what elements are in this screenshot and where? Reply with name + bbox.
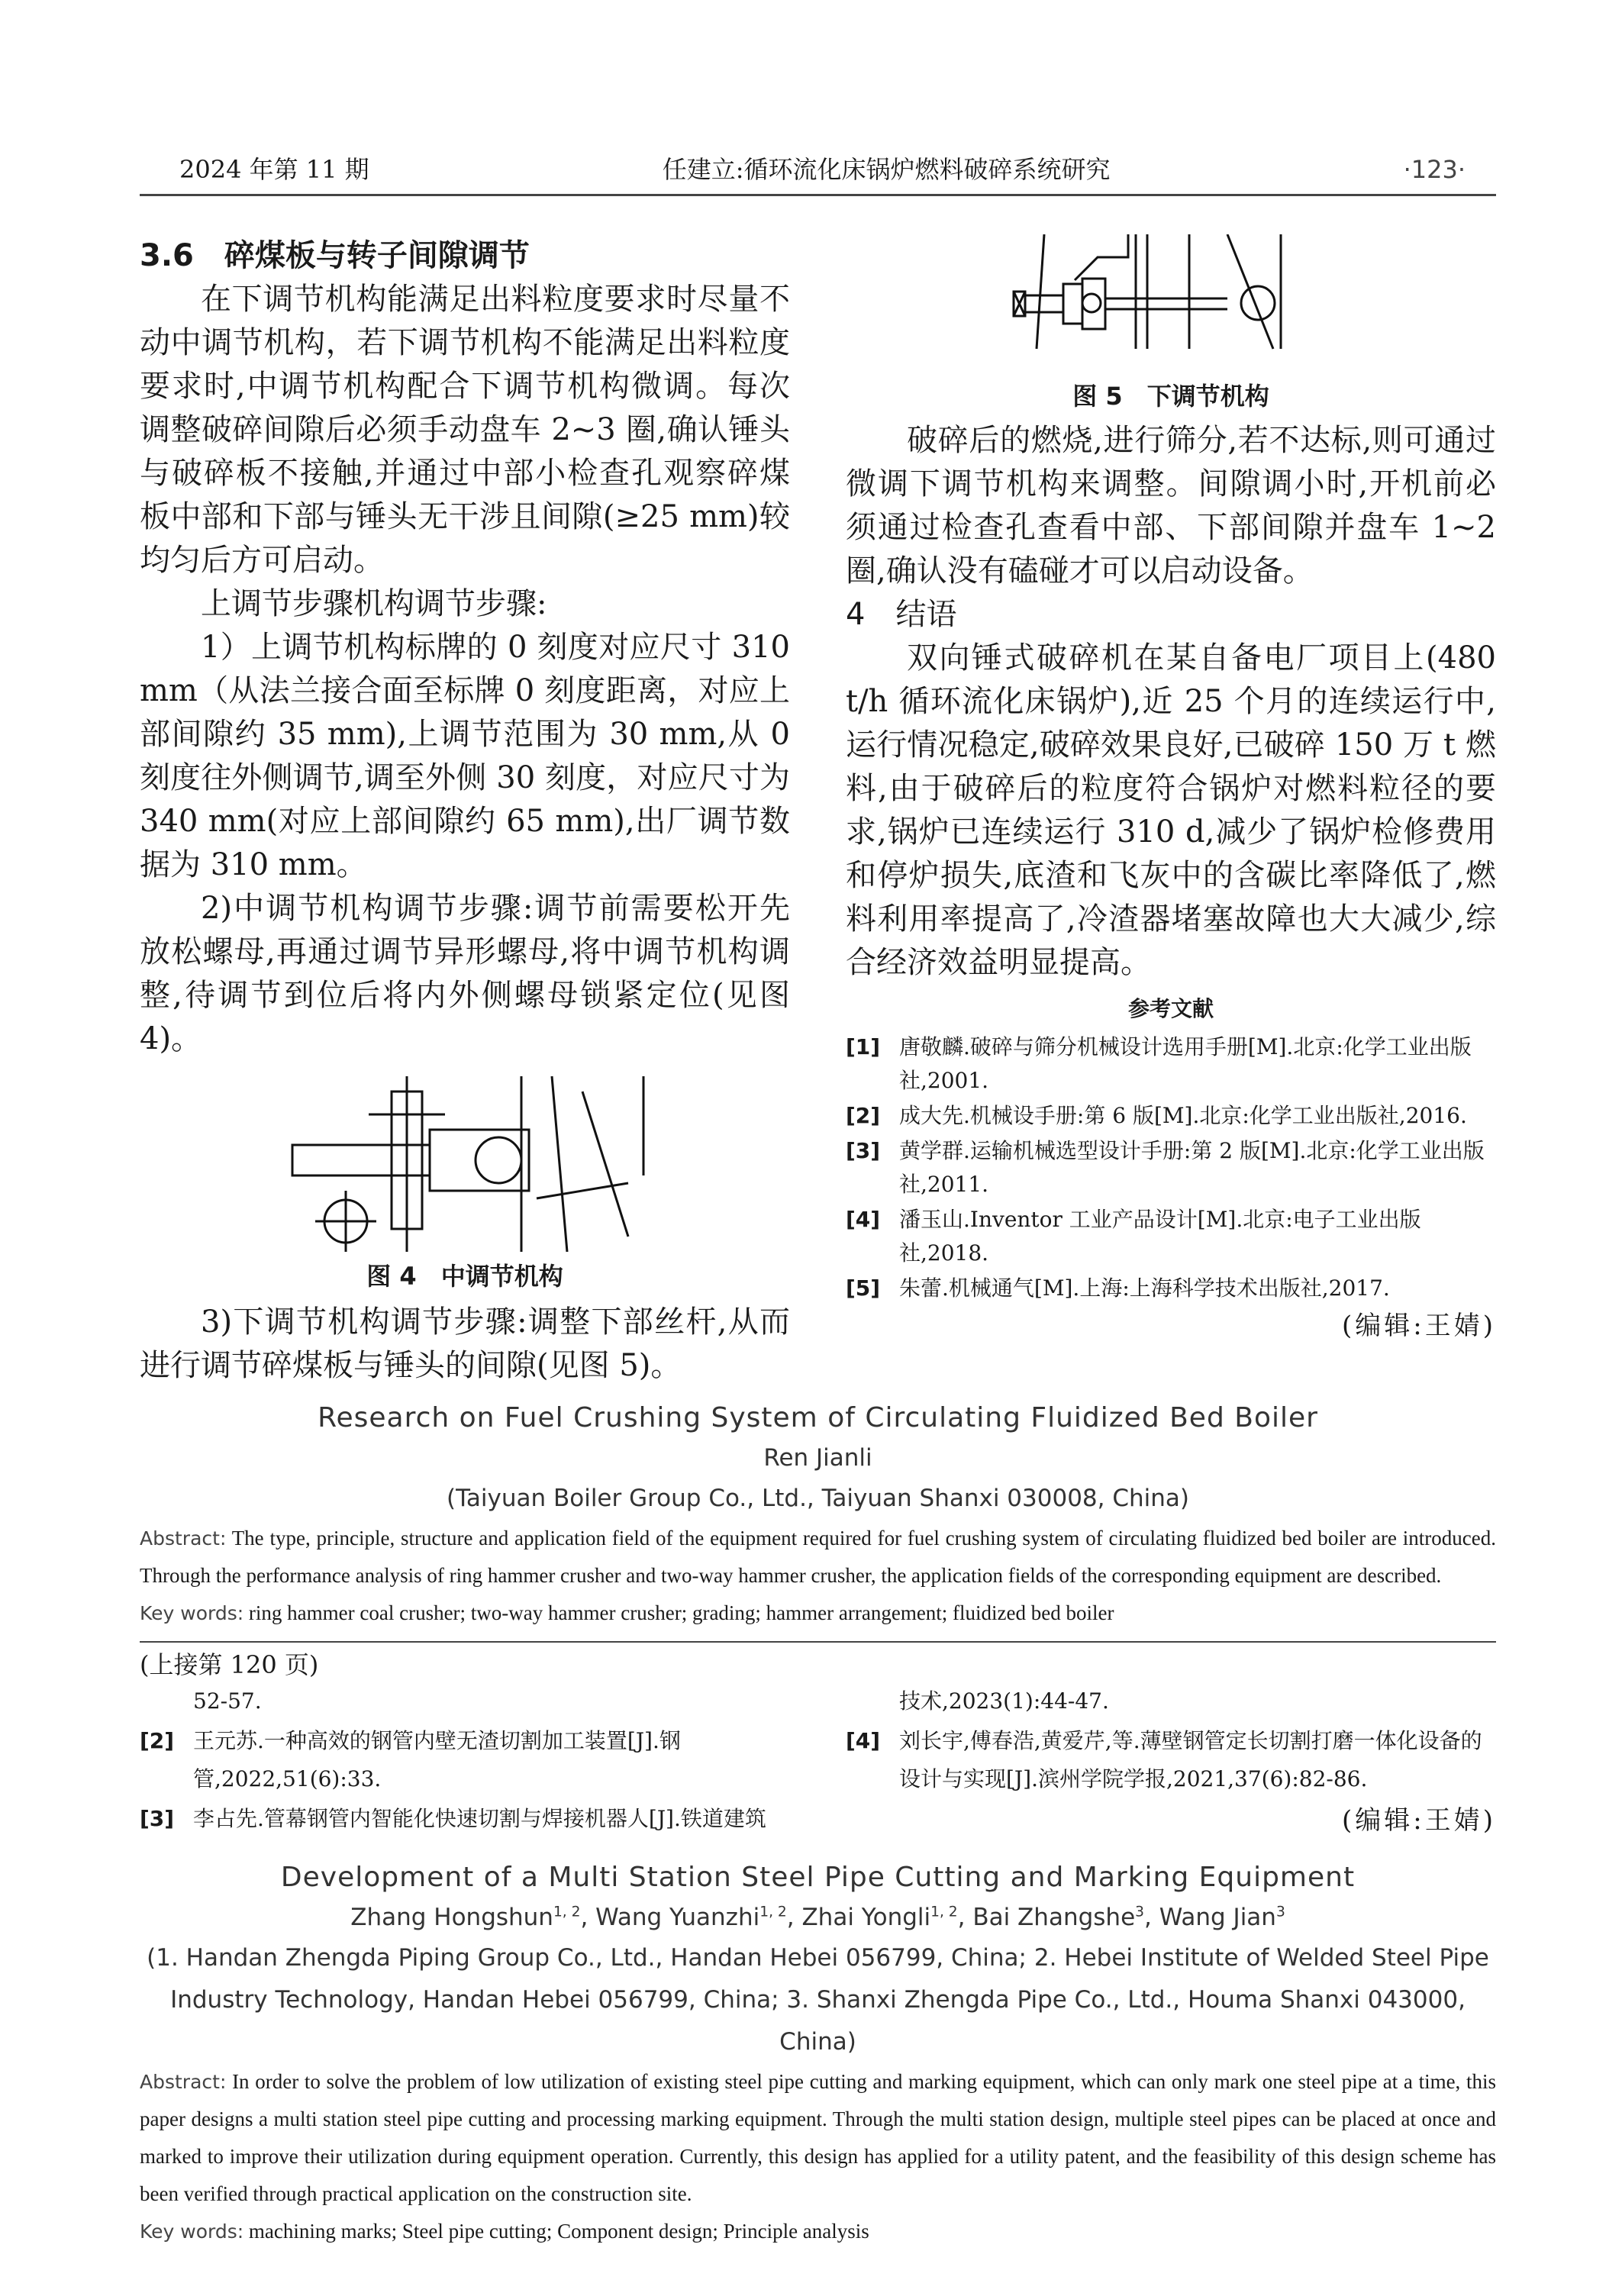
english-abstract-block [140,1398,1496,1632]
editor-note: (编辑:王婧) [1342,1311,1496,1341]
reference-item: [3] 李占先.管幕钢管内智能化快速切割与焊接机器人[J].铁道建筑 [140,1806,766,1831]
reference-item: 52-57. [193,1688,262,1714]
figure-4-caption: 图 4 中调节机构 [366,1262,563,1291]
english-authors: Zhang Hongshun$^{1, 2}$, Wang Yuanzhi$^{1, 2}$, Zhai Yongli$^{1, 2}$, Bai Zhangshe$^3$, Wang Jian$^3$ [350,1904,1285,1931]
editor-note: (编辑:王婧) [1342,1805,1496,1836]
paragraph: 上调节步骤机构调节步骤: [201,586,547,621]
english-affiliation: (1. Handan Zhengda Piping Group Co., Ltd., Handan Hebei 056799, China; 2. Hebei Institute of Welded Steel Pipe Industry Technology, Handan Hebei 056799, China; 3. Shanxi Zhengda Pipe Co., Ltd., Houma Shanxi 043000, China) [147,1944,1489,2056]
reference-item: [2] 成大先.机械设手册:第 6 版[M].北京:化学工业出版社,2016. [846,1103,1467,1128]
continued-refs-left [140,1682,790,1840]
references-title: 参考文献 [1127,996,1214,1021]
lower-adjust-mechanism-drawing [846,234,1496,356]
running-header [140,153,1496,186]
paragraph: 在下调节机构能满足出料粒度要求时尽量不动中调节机构，若下调节机构不能满足出料粒度要求时,中调节机构配合下调节机构微调。每次调整破碎间隙后必须手动盘车 2~3 圈,确认锤头与破碎板不接触,并通过中部小检查孔观察碎煤板中部和下部与锤头无干涉且间隙(≥25 mm)较均匀后方可启动。 [140,282,790,578]
reference-item: [5] 朱蕾.机械通气[M].上海:上海科学技术出版社,2017. [846,1275,1390,1301]
middle-adjust-mechanism-drawing [140,1069,790,1259]
continued-columns [140,1682,1496,1840]
issue-label: 2024 年第 11 期 [179,155,369,184]
paragraph: 破碎后的燃烧,进行筛分,若不达标,则可通过微调下调节机构来调整。间隙调小时,开机前必须通过检查孔查看中部、下部间隙并盘车 1~2 圈,确认没有磕碰才可以启动设备。 [846,423,1496,589]
english-author: Ren Jianli [763,1444,872,1472]
reference-list [846,1030,1496,1305]
figure-5 [846,234,1496,356]
reference-item: [3] 黄学群.运输机械选型设计手册:第 2 版[M].北京:化学工业出版社,2011. [846,1138,1485,1197]
figure-4 [140,1069,790,1259]
section-heading: 4 结语 [846,597,957,632]
page-number: ·123· [1403,155,1466,184]
english-keywords: Key words: ring hammer coal crusher; two-way hammer crusher; grading; hammer arrangement; fluidized bed boiler [140,1601,1114,1624]
reference-item: [4] 刘长宇,傅春浩,黄爱芹,等.薄壁钢管定长切割打磨一体化设备的设计与实现[J].滨州学院学报,2021,37(6):82-86. [846,1728,1482,1791]
header-rule [140,194,1496,196]
right-column [846,234,1496,1345]
running-title: 任建立:循环流化床锅炉燃料破碎系统研究 [662,155,1111,184]
reference-item: [2] 王元苏.一种高效的钢管内壁无渣切割加工装置[J].钢管,2022,51(6):33. [140,1728,681,1791]
reference-item: 技术,2023(1):44-47. [899,1688,1109,1714]
left-column [140,234,790,1388]
paragraph: 3)下调节机构调节步骤:调整下部丝杆,从而进行调节碎煤板与锤头的间隙(见图 5)。 [140,1304,790,1383]
reference-item: [4] 潘玉山.Inventor 工业产品设计[M].北京:电子工业出版社,2018. [846,1207,1421,1266]
english-affiliation: (Taiyuan Boiler Group Co., Ltd., Taiyuan Shanxi 030008, China) [446,1485,1190,1512]
english-abstract-block [140,1858,1496,2250]
reference-item: [1] 唐敬麟.破碎与筛分机械设计选用手册[M].北京:化学工业出版社,2001. [846,1034,1472,1093]
paragraph: 2)中调节机构调节步骤:调节前需要松开先放松螺母,再通过调节异形螺母,将中调节机构调整,待调节到位后将内外侧螺母锁紧定位(见图 4)。 [140,891,790,1056]
figure-5-caption: 图 5 下调节机构 [1072,382,1269,411]
english-abstract: Abstract: The type, principle, structure and application field of the equipment required for fuel crushing system of circulating fluidized bed boiler are introduced. Through the performance analysis of ring hammer crusher and two-way hammer crusher, the application fields of the corresponding equipment are described. [140,1527,1497,1587]
english-abstract: Abstract: In order to solve the problem of low utilization of existing steel pipe cutting and marking equipment, which can only mark one steel pipe at a time, this paper designs a multi station steel pipe cutting and processing marking equipment. Through the multi station design, multiple steel pipes can be placed at once and marked to improve their utilization during equipment operation. Currently, this design has applied for a utility patent, and the feasibility of this design scheme has been verified through practical application on the construction site. [140,2070,1496,2205]
section-divider [140,1641,1496,1643]
english-title: Research on Fuel Crushing System of Circulating Fluidized Bed Boiler [318,1402,1318,1433]
continued-note: (上接第 120 页) [140,1650,319,1679]
paragraph: 双向锤式破碎机在某自备电厂项目上(480 t/h 循环流化床锅炉),近 25 个月的连续运行中,运行情况稳定,破碎效果良好,已破碎 150 万 t 燃料,由于破碎后的粒度符合锅炉对燃料粒径的要求,锅炉已连续运行 310 d,减少了锅炉检修费用和停炉损失,底渣和飞灰中的含碳比率降低了,燃料利用率提高了,冷渣器堵塞故障也大大减少,综合经济效益明显提高。 [846,640,1496,980]
body-columns [140,234,1496,1388]
english-title: Development of a Multi Station Steel Pipe Cutting and Marking Equipment [280,1862,1356,1893]
english-keywords: Key words: machining marks; Steel pipe cutting; Component design; Principle analysis [140,2220,869,2243]
paragraph: 1）上调节机构标牌的 0 刻度对应尺寸 310 mm（从法兰接合面至标牌 0 刻度距离，对应上部间隙约 35 mm),上调节范围为 30 mm,从 0 刻度往外侧调节,调至外侧 30 刻度，对应尺寸为 340 mm(对应上部间隙约 65 mm),出厂调节数据为 310 mm。 [140,630,790,882]
section-heading: 3.6 碎煤板与转子间隙调节 [140,238,530,273]
continued-refs-right [846,1682,1496,1840]
